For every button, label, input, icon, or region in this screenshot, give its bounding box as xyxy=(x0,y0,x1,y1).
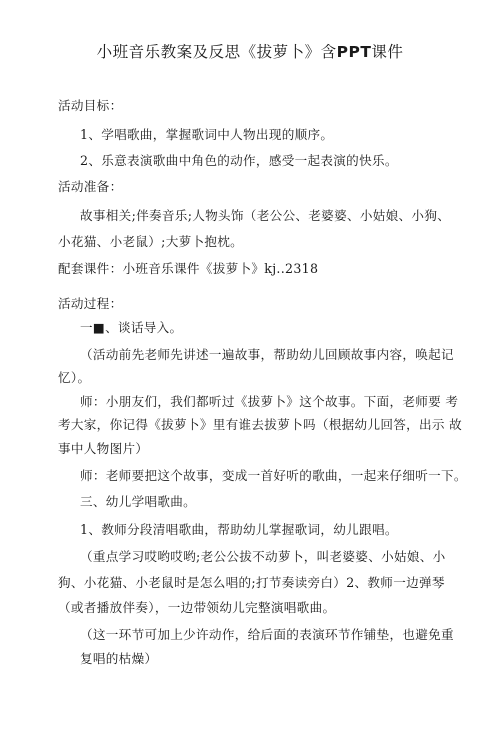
teacher-line-3: 事中人物图片） xyxy=(58,441,149,456)
objective-2: 2、乐意表演歌曲中角色的动作，感受一起表演的快乐。 xyxy=(80,153,398,168)
teacher-line-1: 师：小朋友们，我们都听过《拔萝卜》这个故事。下面，老师要 考 xyxy=(80,394,459,409)
step-1-note-line-1: （重点学习哎哟哎哟;老公公拔不动萝卜，叫老婆婆、小姑娘、小 xyxy=(80,549,446,564)
heading-objectives: 活动目标： xyxy=(58,98,123,113)
step-2-note-line-1: （这一环节可加上少许动作，给后面的表演环节作铺垫，也避免重 xyxy=(80,627,454,642)
objective-1: 1、学唱歌曲，掌握歌词中人物出现的顺序。 xyxy=(80,127,334,142)
step-1: 1、教师分段清唱歌曲，帮助幼儿掌握歌词，幼儿跟唱。 xyxy=(80,522,398,537)
courseware-line: 配套课件：小班音乐课件《拔萝卜》kj..2318 xyxy=(58,261,319,276)
step-2-note-line-2: 复唱的枯燥） xyxy=(80,651,158,666)
step-2-line: （或者播放伴奏），一边带领幼儿完整演唱歌曲。 xyxy=(58,600,336,615)
document-title xyxy=(0,40,500,62)
heading-preparation: 活动准备： xyxy=(58,179,123,194)
step-1-note-line-2: 狗、小花猫、小老鼠时是怎么唱的;打节奏读旁白）2、教师一边弹琴 xyxy=(58,575,445,590)
teacher-line-2: 考大家，你记得《拔萝卜》里有谁去拔萝卜吗（根据幼儿回答，出示 故 xyxy=(58,417,463,432)
preparation-line-2: 小花猫、小老鼠）;大萝卜抱枕。 xyxy=(58,234,244,249)
teacher-line-4: 师：老师要把这个故事，变成一首好听的歌曲，一起来仔细听一下。 xyxy=(80,468,467,483)
section-intro: 一■、谈话导入。 xyxy=(80,320,183,335)
title-prefix: 小班音乐教案及反思《拔萝卜》含 xyxy=(96,43,337,61)
title-ppt: PPT xyxy=(336,43,372,61)
title-suffix: 课件 xyxy=(371,43,404,61)
heading-process: 活动过程： xyxy=(58,296,123,311)
intro-note-line-1: （活动前先老师先讲述一遍故事，帮助幼儿回顾故事内容，唤起记 xyxy=(80,347,454,362)
section-learn-song: 三、幼儿学唱歌曲。 xyxy=(80,494,197,509)
intro-note-line-2: 忆）。 xyxy=(58,370,91,385)
preparation-line-1: 故事相关;伴奏音乐;人物头饰（老公公、老婆婆、小姑娘、小狗、 xyxy=(80,208,451,223)
